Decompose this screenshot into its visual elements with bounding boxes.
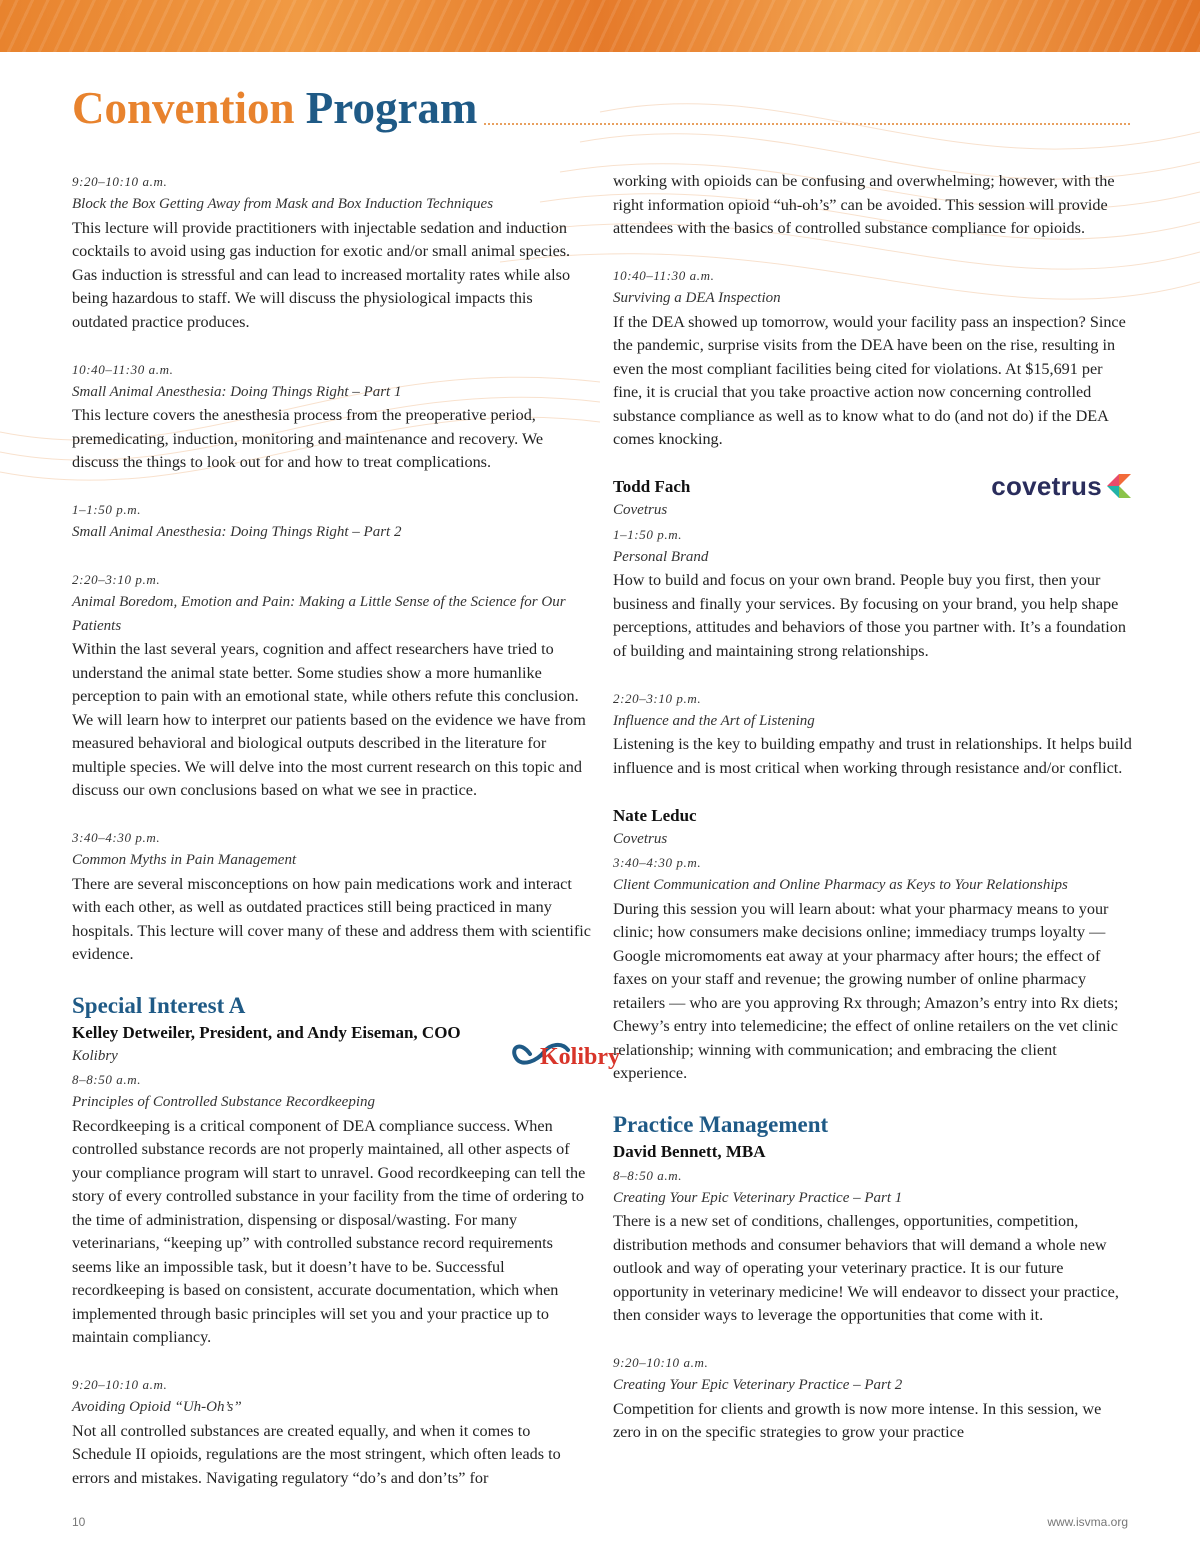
covetrus-logo	[991, 466, 1133, 506]
session-title: Influence and the Art of Listening	[613, 712, 815, 729]
page-header	[72, 80, 1130, 140]
session-time: 1–1:50 p.m.	[72, 502, 142, 517]
session-time: 10:40–11:30 a.m.	[72, 361, 174, 377]
session-description: Competition for clients and growth is now more intense. In this session, we zero in on the specific strategies to grow your practice	[613, 1399, 1102, 1441]
session-time: 9:20–10:10 a.m.	[72, 1377, 168, 1392]
speaker-name: David Bennett, MBA	[613, 1141, 766, 1161]
session-title: Common Myths in Pain Management	[72, 852, 297, 868]
covetrus-chevron-icon	[1105, 472, 1133, 500]
session-time: 10:40–11:30 a.m.	[613, 268, 715, 283]
covetrus-logo-wordmark: covetrus	[991, 470, 1102, 501]
session-time: 8–8:50 a.m.	[72, 1072, 142, 1087]
session-title: Creating Your Epic Veterinary Practice – Part 1	[613, 1189, 903, 1206]
session-title: Principles of Controlled Substance Recordkeeping	[72, 1094, 375, 1110]
page-title-word-1: Convention	[72, 83, 295, 133]
session-description: Not all controlled substances are created equally, and when it comes to Schedule II opioids, regulations are the most stringent, which often leads to errors and mistakes. Navigating regulatory “do’s and don’ts” for	[72, 1421, 561, 1487]
session-time: 3:40–4:30 p.m.	[613, 855, 702, 870]
session-time: 8–8:50 a.m.	[613, 1167, 683, 1183]
session-title: Animal Boredom, Emotion and Pain: Making a Little Sense of the Science for Our Patients	[72, 594, 566, 634]
session-block-recordkeeping	[72, 1068, 592, 1350]
session-block-dea-inspection	[613, 264, 1133, 452]
page-number: 10	[72, 1515, 86, 1529]
left-column	[72, 170, 621, 1490]
top-banner	[0, 0, 1200, 52]
page-title-word-2: Program	[305, 83, 478, 133]
speaker-name: Todd Fach	[613, 477, 691, 496]
session-description-continued: working with opioids can be confusing and overwhelming; however, with the right information opioid “uh-oh’s” can be avoided. This session will provide attendees with the basics of controlled substance compliance for opioids.	[613, 172, 1115, 237]
page-title	[72, 80, 477, 136]
session-block-anesthesia-part-2	[72, 498, 592, 545]
section-heading-special-interest-a: Special Interest A	[72, 992, 246, 1018]
speaker-company: Kolibry	[72, 1047, 118, 1064]
session-description: This lecture will provide practitioners with injectable sedation and induction cocktails to avoid using gas induction for exotic and/or small animal species. Gas induction is stressful and can lead to increased mortality rates while also being hazardous to staff. We will discuss the physiological impacts this outdated practice produces.	[72, 218, 571, 331]
section-heading-practice-management: Practice Management	[613, 1111, 829, 1137]
speaker-name: Nate Leduc	[613, 805, 697, 825]
session-title: Small Animal Anesthesia: Doing Things Right – Part 2	[72, 524, 402, 540]
session-time: 9:20–10:10 a.m.	[72, 174, 168, 189]
session-time: 3:40–4:30 p.m.	[72, 830, 161, 845]
session-description: There are several misconceptions on how pain medications work and interact with each other, as well as outdated practices still being practiced in many hospitals. This lecture will cover many of these and address them with scientific evidence.	[72, 874, 591, 963]
session-title: Surviving a DEA Inspection	[613, 290, 781, 306]
session-time: 2:20–3:10 p.m.	[613, 690, 702, 706]
session-description: If the DEA showed up tomorrow, would your facility pass an inspection? Since the pandemic, surprise visits from the DEA have been on the rise, resulting in even the most compliant facilities being cited for violations. At $15,691 per fine, it is crucial that you take proactive action now concerning controlled substance compliance as well as to know what to do (and not do) if the DEA comes knocking.	[613, 312, 1126, 448]
session-description: How to build and focus on your own brand. People buy you first, then your business and finally your services. By focusing on your brand, you help shape perceptions, attitudes and behaviors of those you partner with. It’s a foundation of building and maintaining strong relationships.	[613, 571, 1126, 660]
session-block-epic-practice-part-2	[613, 1351, 1133, 1445]
session-block-mask-induction	[72, 170, 592, 334]
speaker-name: Kelley Detweiler, President, and Andy Eiseman, COO	[72, 1022, 461, 1042]
session-block-animal-boredom	[72, 568, 592, 803]
session-title: Block the Box Getting Away from Mask and Box Induction Techniques	[72, 196, 494, 212]
kolibry-logo-wordmark: Kolibry	[540, 1044, 621, 1070]
session-title: Client Communication and Online Pharmacy as Keys to Your Relationships	[613, 877, 1068, 893]
session-time: 9:20–10:10 a.m.	[613, 1355, 709, 1370]
session-description: Listening is the key to building empathy and trust in relationships. It helps build influence and is most critical when working through resistance and/or conflict.	[613, 735, 1132, 777]
session-description: Recordkeeping is a critical component of DEA compliance success. When controlled substance records are not properly maintained, all other aspects of your compliance program will start to unravel. Good recordkeeping can tell the story of every controlled substance in your facility from the time of ordering to the time of administration, dispensing or disposal/wasting. For many veterinarians, “keeping up” with controlled substance record requirements seems like an impossible task, but it doesn’t have to be. Successful recordkeeping is based on consistent, accurate documentation, which when implemented through basic principles will set you and your practice up to maintain compliancy.	[72, 1116, 586, 1346]
session-description: There is a new set of conditions, challenges, opportunities, competition, distribution methods and consumer behaviors that will demand a whole new outlook and way of operating your veterinary practice. It is our future opportunity in veterinary medicine! We will endeavor to dissect your practice, then consider ways to leverage the opportunities that come with it.	[613, 1212, 1119, 1324]
session-title: Avoiding Opioid “Uh-Oh’s”	[72, 1399, 242, 1415]
session-description: During this session you will learn about: what your pharmacy means to your clinic; how consumers make decisions online; immediacy trumps loyalty — Google micromoments eat away at your pharmacy after hours; the effect of faxes on your staff and revenue; the growing number of online pharmacy retailers — who are you approving Rx through; Amazon’s entry into Rx diets; Chewy’s entry into telemedicine; the effect of online retailers on the vet clinic relationship; winning with communication; and embracing the client experience.	[613, 899, 1119, 1082]
session-block-client-communication	[613, 851, 1133, 1086]
session-block-anesthesia-part-1	[72, 358, 592, 475]
footer-website: www.isvma.org	[1047, 1515, 1128, 1529]
session-block-opioid-uh-ohs	[72, 1373, 592, 1490]
title-dotted-rule	[484, 123, 1130, 125]
session-time: 1–1:50 p.m.	[613, 526, 683, 542]
speaker-company: Covetrus	[613, 502, 668, 518]
right-column	[613, 170, 1133, 1445]
session-block-personal-brand	[613, 523, 1133, 664]
session-description: Within the last several years, cognition and affect researchers have tried to understand the animal state better. Some studies show a more humanlike perception to pain with an emotional state, while others refute this conclusion. We will learn how to interpret our patients based on the evidence we have from measured behavioral and biological outputs described in the literature for multiple species. We will delve into the most current research on this topic and discuss our own conclusions based on what we see in practice.	[72, 640, 586, 799]
session-block-epic-practice-part-1	[613, 1164, 1133, 1328]
session-title: Creating Your Epic Veterinary Practice – Part 2	[613, 1377, 903, 1393]
session-title: Personal Brand	[613, 548, 709, 565]
session-description: This lecture covers the anesthesia process from the preoperative period, premedicating, induction, monitoring and maintenance and recovery. We discuss the things to look out for and how to treat complications.	[72, 406, 544, 471]
session-time: 2:20–3:10 p.m.	[72, 572, 161, 587]
speaker-company: Covetrus	[613, 830, 668, 847]
session-block-pain-myths	[72, 826, 592, 967]
session-block-art-of-listening	[613, 687, 1133, 781]
session-title: Small Animal Anesthesia: Doing Things Right – Part 1	[72, 383, 402, 400]
